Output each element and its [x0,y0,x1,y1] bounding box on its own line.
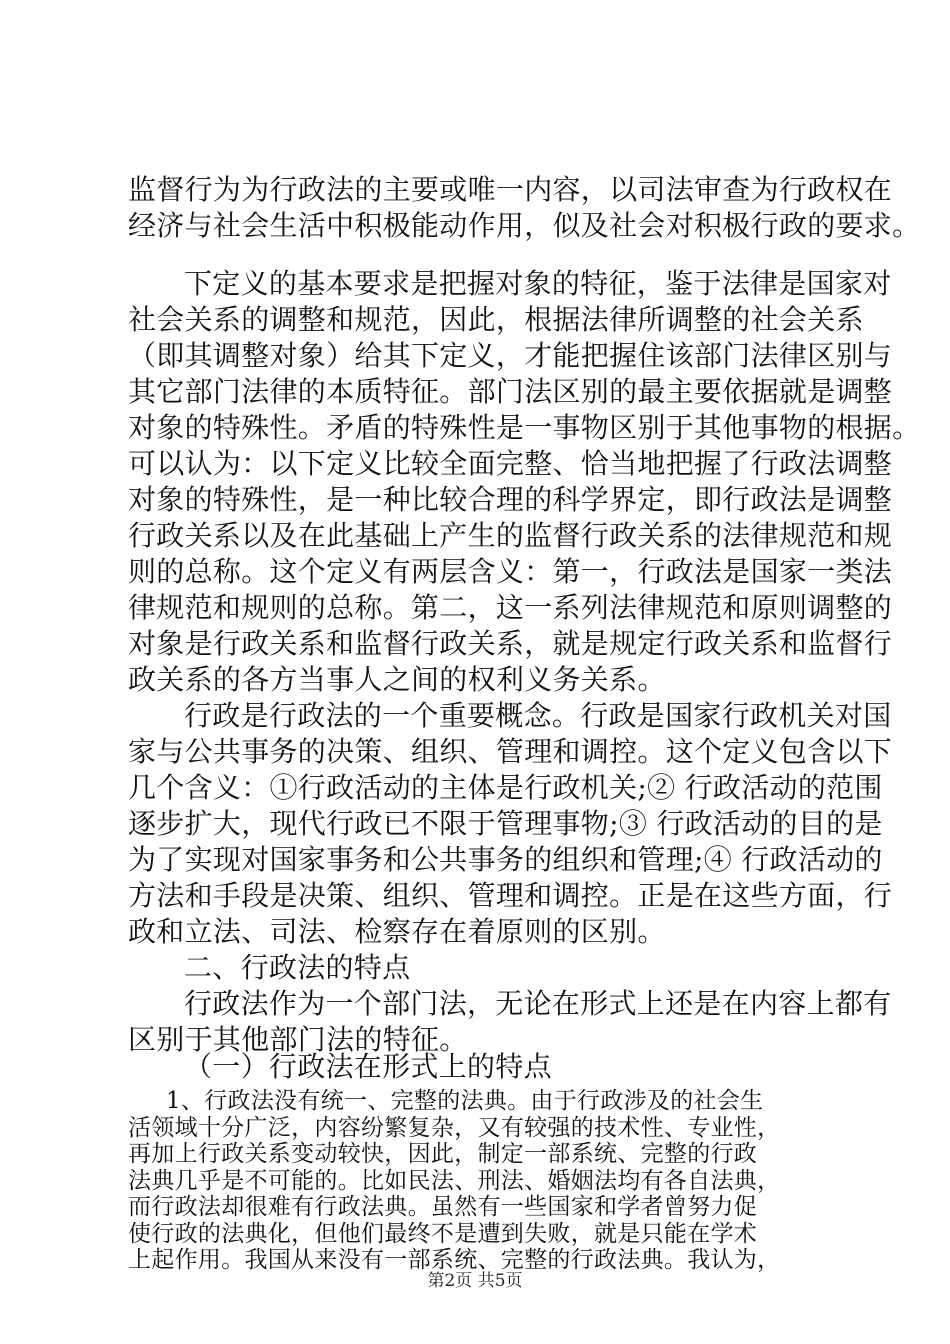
paragraph-start-line: 行政是行政法的一个重要概念。行政是国家行政机关对国 [184,699,892,732]
text-line: 几个含义：①行政活动的主体是行政机关;② 行政活动的范围 [128,771,883,804]
text-line: 对象是行政关系和监督行政关系，就是规定行政关系和监督行 [128,627,893,660]
paragraph-start-line: 下定义的基本要求是把握对象的特征，鉴于法律是国家对 [184,267,892,300]
text-line: 再加上行政关系变动较快，因此，制定一部系统、完整的行政 [128,1141,758,1167]
text-line: 使行政的法典化，但他们最终不是遭到失败，就是只能在学术 [128,1220,758,1247]
text-line: 监督行为为行政法的主要或唯一内容，以司法审查为行政权在 [128,173,893,206]
text-line: 区别于其他部门法的特征。 [128,1023,468,1056]
text-line: 经济与社会生活中积极能动作用，似及社会对积极行政的要求。 [128,209,921,242]
text-line: 对象的特殊性。矛盾的特殊性是一事物区别于其他事物的根据。 [128,411,921,444]
section-heading: 二、行政法的特点 [184,951,411,984]
text-line: 政关系的各方当事人之间的权利义务关系。 [128,663,666,696]
text-line: 为了实现对国家事务和公共事务的组织和管理;④ 行政活动的 [128,843,883,876]
text-line: 行政关系以及在此基础上产生的监督行政关系的法律规范和规 [128,519,893,552]
paragraph-start-line: 行政法作为一个部门法，无论在形式上还是在内容上都有 [184,987,892,1020]
text-line: 律规范和规则的总称。第二，这一系列法律规范和原则调整的 [128,591,893,624]
text-line: 而行政法却很难有行政法典。虽然有一些国家和学者曾努力促 [128,1194,758,1220]
subsection-heading: （一）行政法在形式上的特点 [184,1050,552,1083]
text-line: 上起作用。我国从来没有一部系统、完整的行政法典。我认为， [128,1247,781,1273]
page-number-footer: 第2页 共5页 [427,1271,523,1291]
text-line: 家与公共事务的决策、组织、管理和调控。这个定义包含以下 [128,735,893,768]
text-line: 其它部门法律的本质特征。部门法区别的最主要依据就是调整 [128,375,893,408]
text-line: 社会关系的调整和规范，因此，根据法律所调整的社会关系 [128,303,864,336]
paragraph-start-line: 1、行政法没有统一、完整的法典。由于行政涉及的社会生 [166,1088,764,1114]
text-line: 活领域十分广泛，内容纷繁复杂，又有较强的技术性、专业性， [128,1114,781,1141]
text-line: （即其调整对象）给其下定义，才能把握住该部门法律区别与 [128,339,893,372]
text-line: 方法和手段是决策、组织、管理和调控。正是在这些方面，行 [128,879,893,912]
text-line: 政和立法、司法、检察存在着原则的区别。 [128,915,666,948]
text-line: 法典几乎是不可能的。比如民法、刑法、婚姻法均有各自法典， [128,1167,781,1194]
text-line: 逐步扩大，现代行政已不限于管理事物;③ 行政活动的目的是 [128,807,883,840]
text-line: 对象的特殊性，是一种比较合理的科学界定，即行政法是调整 [128,483,893,516]
text-line: 则的总称。这个定义有两层含义：第一，行政法是国家一类法 [128,555,893,588]
text-line: 可以认为：以下定义比较全面完整、恰当地把握了行政法调整 [128,447,893,480]
